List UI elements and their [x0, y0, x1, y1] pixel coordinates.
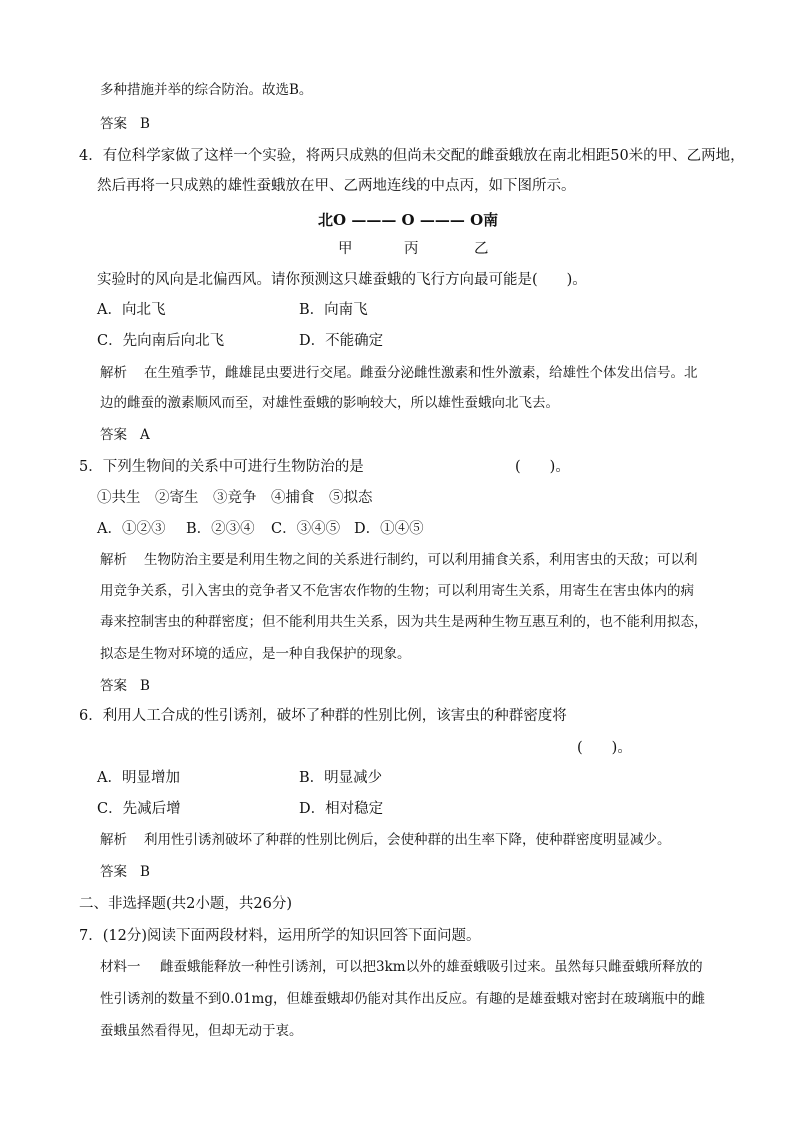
- question-6-stem: 6．利用人工合成的性引诱剂，破坏了种群的性别比例，该害虫的种群密度将: [79, 708, 567, 724]
- label-jia: 甲: [338, 241, 353, 257]
- location-diagram: [318, 209, 508, 259]
- q6-option-c: C．先减后增: [97, 801, 181, 817]
- label-bing: 丙: [404, 241, 419, 257]
- explanation-text: 在生殖季节，雌雄昆虫要进行交尾。雌蚕分泌雌性激素和性外激素，给雄性个体发出信号。北: [144, 365, 698, 381]
- q4-explanation-line2: 边的雌蚕的激素顺风而至，对雄性蚕蛾的影响较大，所以雄性蚕蛾向北飞去。: [100, 395, 559, 411]
- q5-answer-line: [100, 676, 150, 696]
- q6-explanation-line1: [100, 830, 671, 850]
- q7-material-line3: 蚕蛾虽然看得见，但却无动于衷。: [100, 1023, 303, 1039]
- south-label: 南: [483, 211, 499, 229]
- q5-explanation-line1: [100, 550, 698, 570]
- question-5-items: ①共生 ②寄生 ③竞争 ④捕食 ⑤拟态: [97, 490, 373, 506]
- answer-label: 答案: [100, 678, 127, 694]
- q5-explanation-line4: 拟态是生物对环境的适应，是一种自我保护的现象。: [100, 646, 411, 662]
- q4-option-a: A．向北飞: [97, 302, 166, 318]
- q5-option-a: A．①②③: [97, 521, 166, 537]
- diagram-axis: [318, 209, 498, 230]
- q5-explanation-line2: 用竞争关系，引入害虫的竞争者又不危害农作物的生物；可以利用寄生关系，用寄生在害虫体内的病: [100, 583, 694, 599]
- answer-line: [100, 114, 150, 134]
- q6-answer-line: [100, 862, 150, 882]
- q7-material-line2: 性引诱剂的数量不到0.01mg，但雄蚕蛾却仍能对其作出反应。有趣的是雄蚕蛾对密封在玻璃瓶中的雌: [100, 991, 706, 1007]
- q5-option-b: B．②③④: [186, 521, 255, 537]
- question-5-stem: 5．下列生物间的关系中可进行生物防治的是: [79, 459, 364, 475]
- connector-line: ———: [346, 211, 402, 229]
- explanation-label: 解析: [100, 552, 127, 568]
- north-label: 北: [318, 211, 334, 229]
- label-yi: 乙: [474, 241, 489, 257]
- q7-material-line1: [100, 957, 703, 977]
- q4-option-c: C．先向南后向北飞: [97, 333, 225, 349]
- q4-option-d: D．不能确定: [299, 333, 384, 349]
- answer-value: A: [140, 427, 150, 443]
- question-6-paren: ( )。: [577, 740, 632, 756]
- q4-explanation-line1: [100, 363, 698, 383]
- q6-option-a: A．明显增加: [97, 770, 180, 786]
- question-4-prompt: 实验时的风向是北偏西风。请你预测这只雄蚕蛾的飞行方向最可能是( )。: [97, 272, 587, 288]
- connector-line: ———: [414, 211, 471, 229]
- q4-answer-line: [100, 425, 150, 445]
- answer-label: 答案: [100, 864, 127, 880]
- question-5-paren: ( )。: [515, 459, 570, 475]
- node-jia: O: [333, 211, 347, 229]
- question-4-stem-line1: 4．有位科学家做了这样一个实验，将两只成熟的但尚未交配的雌蚕蛾放在南北相距50米的甲、乙两地，: [79, 148, 745, 164]
- answer-value: B: [140, 864, 150, 880]
- answer-label: 答案: [100, 427, 127, 443]
- q4-option-b: B．向南飞: [299, 302, 368, 318]
- answer-label: 答案: [100, 116, 127, 132]
- q5-option-c: C．③④⑤: [271, 521, 341, 537]
- section-heading: 二、非选择题(共2小题，共26分): [79, 896, 292, 912]
- question-7-stem: 7．(12分)阅读下面两段材料，运用所学的知识回答下面问题。: [79, 928, 481, 944]
- material-label: 材料一: [100, 959, 141, 975]
- node-bing: O: [401, 211, 415, 229]
- explanation-text: 生物防治主要是利用生物之间的关系进行制约，可以利用捕食关系，利用害虫的天敌；可以利: [144, 552, 698, 568]
- question-4-stem-line2: 然后再将一只成熟的雄性蚕蛾放在甲、乙两地连线的中点丙，如下图所示。: [97, 178, 576, 194]
- q5-explanation-line3: 毒来控制害虫的种群密度；但不能利用共生关系，因为共生是两种生物互惠互利的，也不能利用拟态，: [100, 614, 708, 630]
- q6-option-d: D．相对稳定: [299, 801, 384, 817]
- q5-option-d: D．①④⑤: [354, 521, 424, 537]
- explanation-label: 解析: [100, 365, 127, 381]
- explanation-label: 解析: [100, 832, 127, 848]
- explanation-text: 利用性引诱剂破坏了种群的性别比例后，会使种群的出生率下降，使种群密度明显减少。: [144, 832, 671, 848]
- node-yi: O: [470, 211, 484, 229]
- material-text: 雌蚕蛾能释放一种性引诱剂，可以把3km以外的雄蚕蛾吸引过来。虽然每只雌蚕蛾所释放的: [160, 959, 703, 975]
- answer-value: B: [140, 678, 150, 694]
- q6-option-b: B．明显减少: [299, 770, 383, 786]
- text-line: 多种措施并举的综合防治。故选B。: [100, 82, 313, 98]
- answer-value: B: [140, 116, 150, 132]
